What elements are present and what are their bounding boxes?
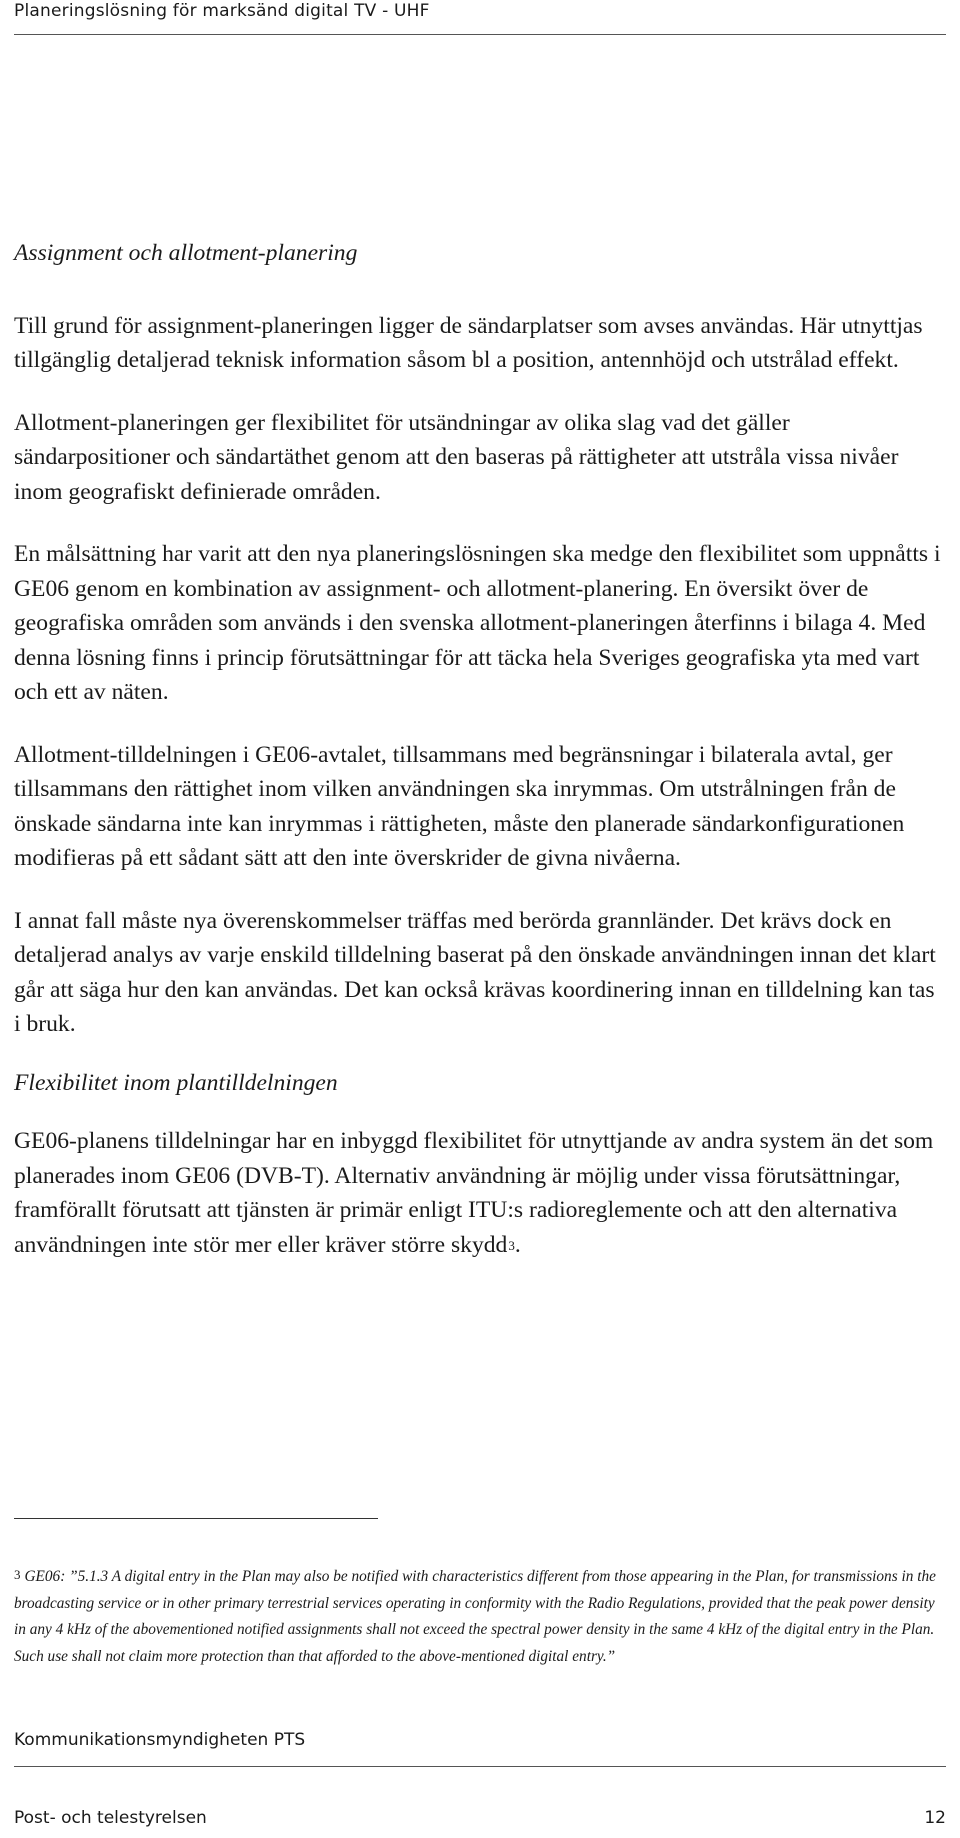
paragraph-2: Allotment-planeringen ger flexibilitet för utsändningar av olika slag vad det gäller sändarpositioner och sändartäthet genom att den baseras på rättigheter att utstråla vissa nivåer inom geografiskt definierade områden. (14, 409, 899, 505)
footer-publisher: Post- och telestyrelsen (14, 1808, 207, 1828)
section-heading-flexibility: Flexibilitet inom plantilldelningen (14, 1069, 338, 1096)
page-header (14, 0, 946, 35)
paragraph-6 (14, 1124, 946, 1263)
footnote (14, 1562, 946, 1670)
footnote-reference[interactable]: 3 (508, 1237, 515, 1253)
section-heading-assignment: Assignment och allotment-planering (14, 240, 358, 266)
paragraph-4: Allotment-tilldelningen i GE06-avtalet, tillsammans med begränsningar i bilaterala avtal, ger tillsammans den rättighet inom vilken användningen ska inrymmas. Om utstrålningen från de önskade sändarna inte kan inrymmas i rättigheten, måste den planerade sändarkonfigurationen modifieras på ett sådant sätt att den inte överskrider de givna nivåerna. (14, 741, 905, 871)
main-content (14, 236, 946, 1291)
footnote-text: GE06: ”5.1.3 A digital entry in the Plan may also be notified with characteristics different from those appearing in the Plan, for transmissions in the broadcasting service or in other primary terrestrial services operating in conformity with the Radio Regulations, provided that the peak power density in any 4 kHz of the abovementioned notified assignments shall not exceed the spectral power density in the same 4 kHz of the digital entry in the Plan. Such use shall not claim more protection than that afforded to the above-mentioned digital entry.” (14, 1568, 936, 1665)
footnote-separator (14, 1518, 378, 1519)
paragraph-6-text: GE06-planens tilldelningar har en inbyggd flexibilitet för utnyttjande av andra system än det som planerades inom GE06 (DVB-T). Alternativ användning är möjlig under vissa förutsättningar, framförallt förutsatt att tjänsten är primär enligt ITU:s radioreglemente och att den alternativa användningen inte stör mer eller kräver större skydd (14, 1128, 934, 1258)
footer-organization: Kommunikationsmyndigheten PTS (14, 1730, 306, 1750)
paragraph-1: Till grund för assignment-planeringen ligger de sändarplatser som avses användas. Här utnyttjas tillgänglig detaljerad teknisk information såsom bl a position, antennhöjd och utstrålad effekt. (14, 312, 923, 373)
paragraph-6-end: . (514, 1231, 521, 1258)
footer-divider (14, 1766, 946, 1767)
footnote-number: 3 (14, 1567, 21, 1582)
paragraph-5: I annat fall måste nya överenskommelser träffas med berörda grannländer. Det krävs dock en detaljerad analys av varje enskild tilldelning baserat på den önskade användningen innan det klart går att säga hur den kan användas. Det kan också krävas koordinering innan en tilldelning kan tas i bruk. (14, 907, 936, 1037)
page-number: 12 (924, 1808, 946, 1828)
document-title: Planeringslösning för marksänd digital TV - UHF (14, 1, 430, 21)
paragraph-3: En målsättning har varit att den nya planeringslösningen ska medge den flexibilitet som uppnåtts i GE06 genom en kombination av assignment- och allotment-planering. En översikt över de geografiska områden som används i den svenska allotment-planeringen återfinns i bilaga 4. Med denna lösning finns i princip förutsättningar för att täcka hela Sveriges geografiska yta med vart och ett av näten. (14, 541, 941, 705)
